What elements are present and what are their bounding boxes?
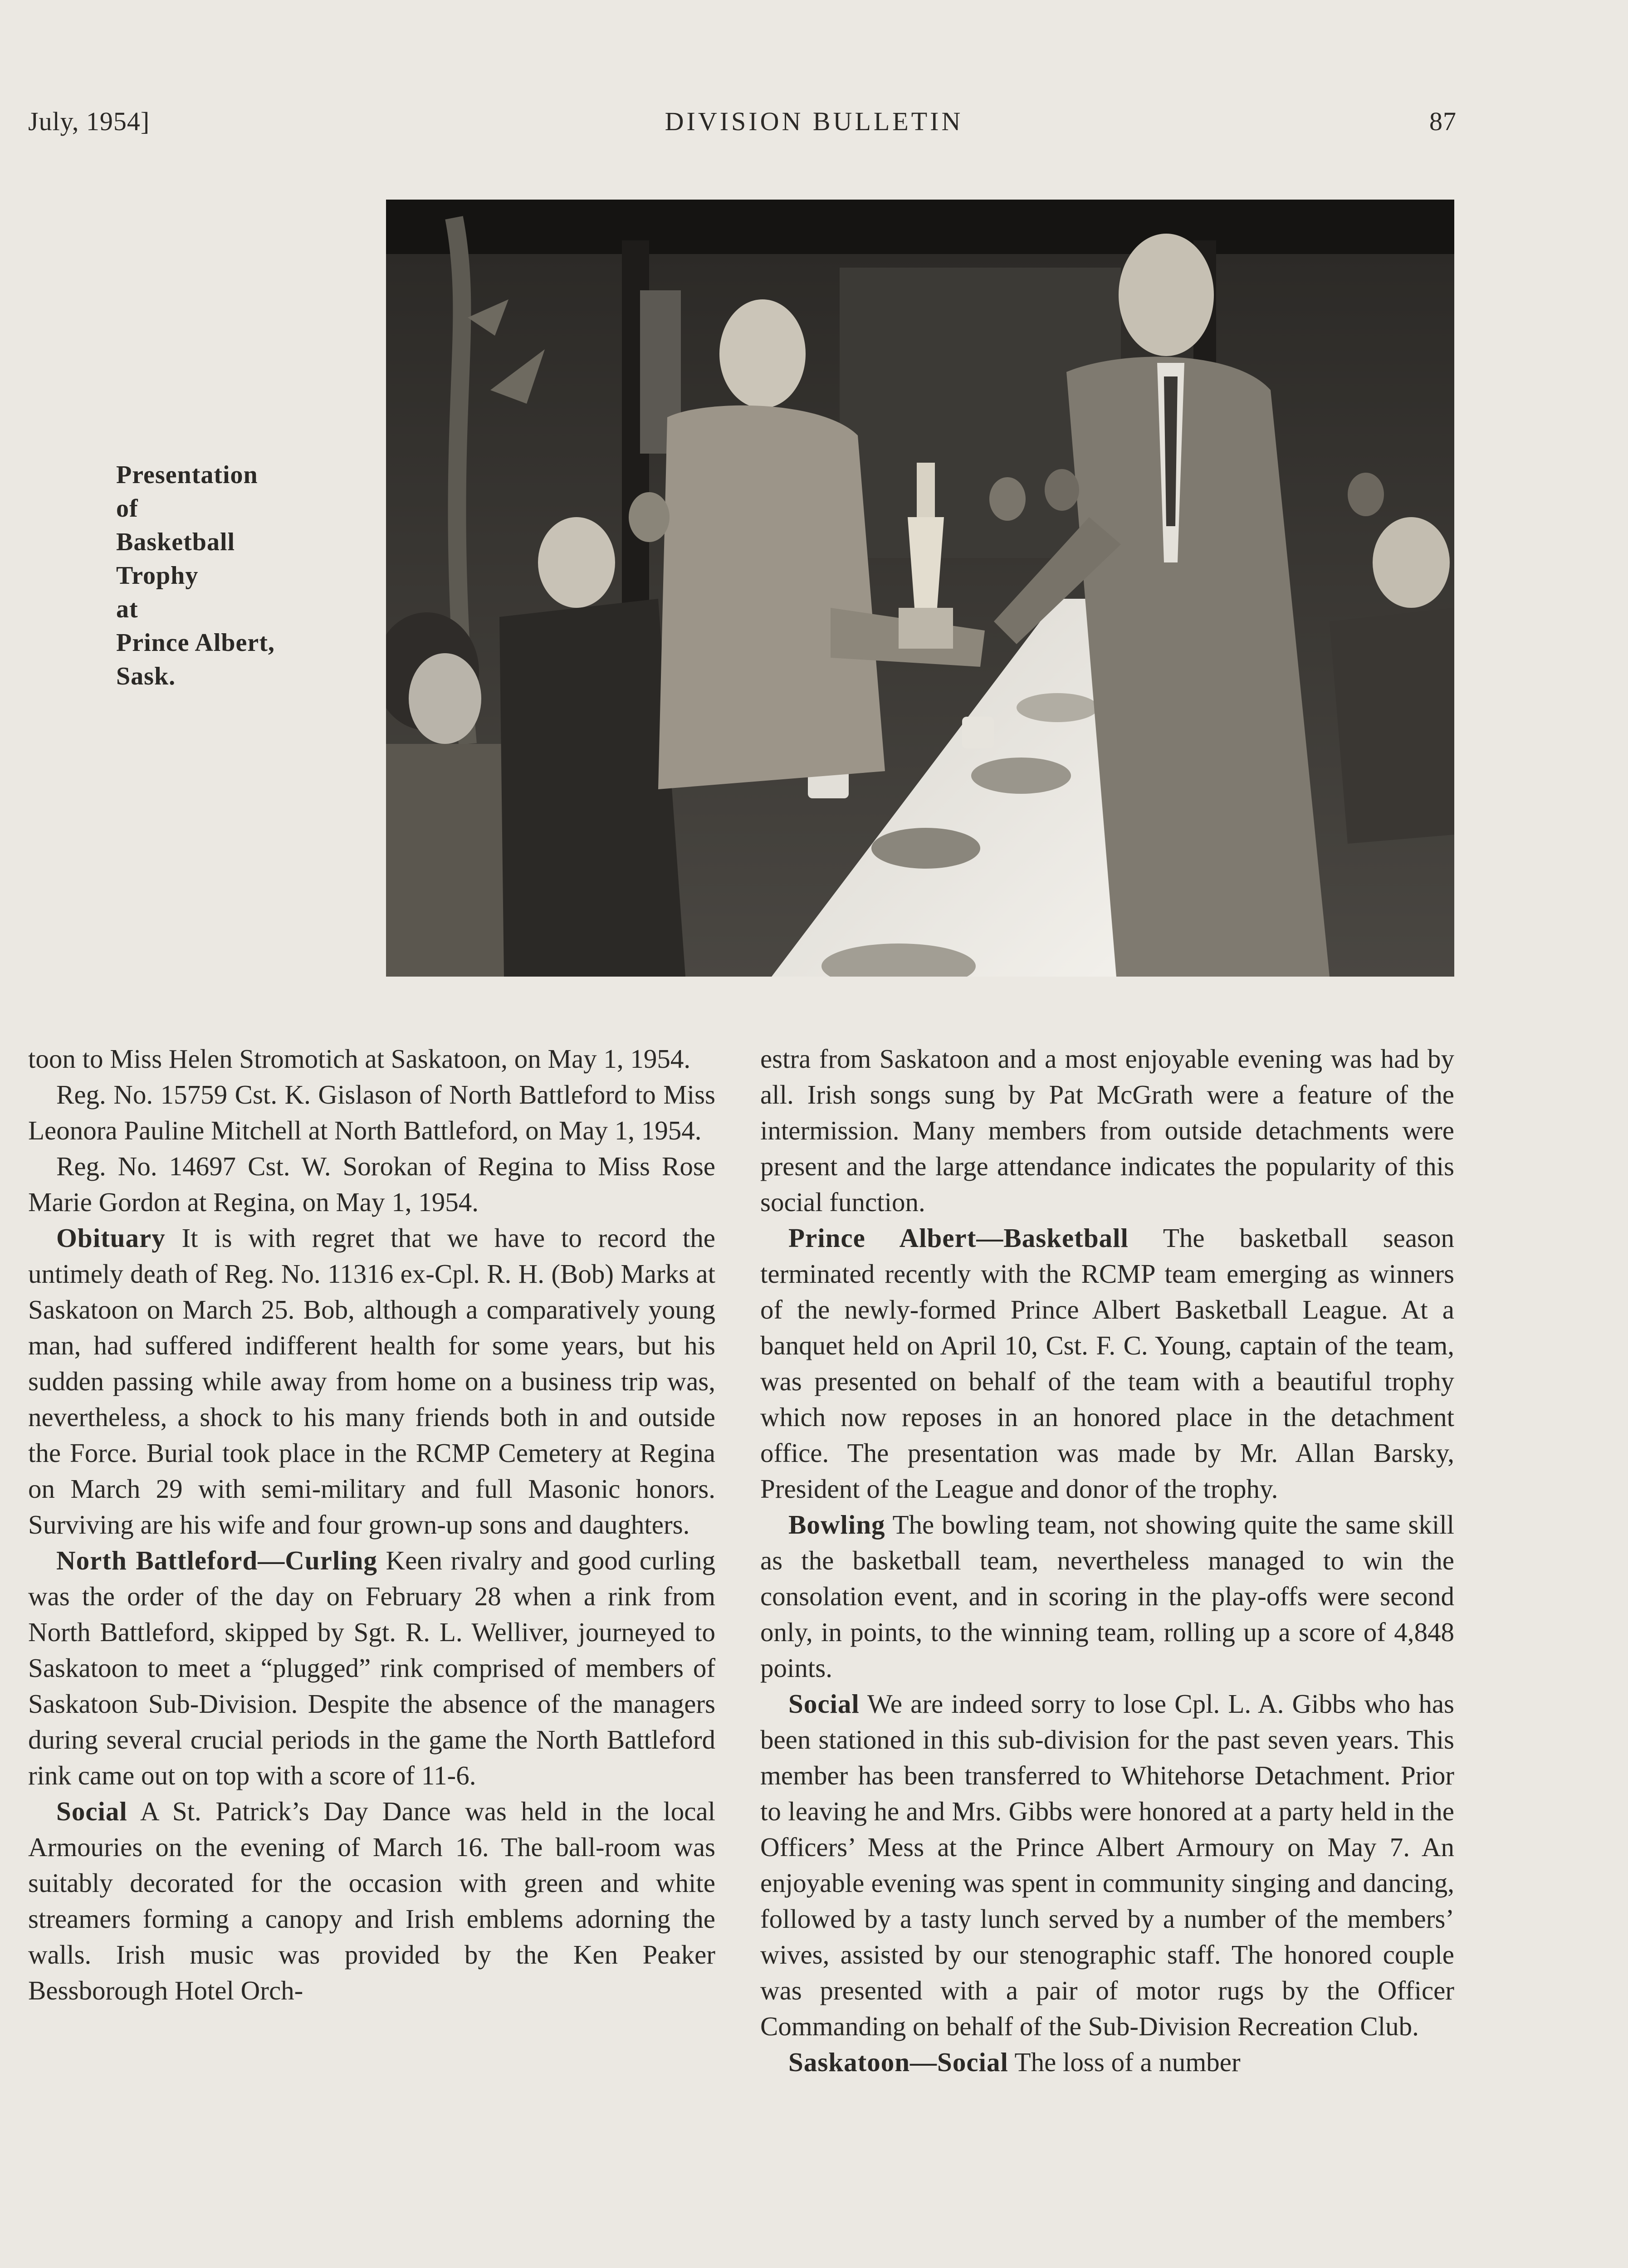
- trophy-presentation-photo: [386, 200, 1454, 977]
- paragraph-heading: Social: [56, 1796, 127, 1826]
- publication-title: DIVISION BULLETIN: [665, 107, 963, 136]
- paragraph-text: The loss of a number: [1008, 2047, 1241, 2077]
- paragraph-text: The bowling team, not showing quite the same skill as the basketball team, nevertheless managed to win the consolation event, and in scoring in the play-offs were second only, in points, to the winning team, rolling up a score of 4,848 points.: [760, 1510, 1454, 1683]
- paragraph-text: Keen rivalry and good curling was the order of the day on February 28 when a rink from North Battleford, skipped by Sgt. R. L. Welliver, journeyed to Saskatoon to meet a “plugged” rink comprised of members of Saskatoon Sub-Division. Despite the absence of the managers during several crucial periods in the game the North Battleford rink came out on top with a score of 11-6.: [28, 1545, 715, 1790]
- paragraph-heading: Prince Albert—Basketball: [788, 1223, 1129, 1253]
- issue-date: July, 1954]: [28, 107, 150, 136]
- paragraph: [28, 1220, 715, 1543]
- paragraph: [28, 1077, 715, 1149]
- paragraph: [28, 1041, 715, 1077]
- paragraph-text: estra from Saskatoon and a most enjoyable evening was had by all. Irish songs sung by Pat McGrath were a feature of the intermission. Many members from outside detachments were present and the large attendance indicates the popularity of this social function.: [760, 1044, 1454, 1217]
- page-number: 87: [1429, 107, 1457, 136]
- paragraph: [760, 1686, 1454, 2044]
- right-column: [760, 1041, 1454, 2080]
- paragraph: [28, 1149, 715, 1220]
- paragraph: [28, 1794, 715, 2009]
- paragraph-text: Reg. No. 15759 Cst. K. Gislason of North Battleford to Miss Leonora Pauline Mitchell at North Battleford, on May 1, 1954.: [28, 1080, 715, 1145]
- caption-line: Presentation: [116, 461, 258, 489]
- paragraph: [28, 1543, 715, 1794]
- paragraph-text: It is with regret that we have to record the untimely death of Reg. No. 11316 ex-Cpl. R. H. (Bob) Marks at Saskatoon on March 25. Bob, although a comparatively young man, had suffered indifferent health for some years, but his sudden passing while away from home on a business trip was, nevertheless, a shock to his many friends both in and outside the Force. Burial took place in the RCMP Cemetery at Regina on March 29 with semi-military and full Masonic honors. Surviving are his wife and four grown-up sons and daughters.: [28, 1223, 715, 1540]
- caption-line: Trophy: [116, 562, 199, 590]
- paragraph-text: The basketball season terminated recently with the RCMP team emerging as winners of the newly-formed Prince Albert Basketball League. At a banquet held on April 10, Cst. F. C. Young, captain of the team, was presented on behalf of the team with a beautiful trophy which now reposes in an honored place in the detachment office. The presentation was made by Mr. Allan Barsky, President of the League and donor of the trophy.: [760, 1223, 1454, 1504]
- paragraph-heading: North Battleford—Curling: [56, 1545, 377, 1575]
- paragraph-heading: Obituary: [56, 1223, 166, 1253]
- paragraph: [760, 1041, 1454, 1220]
- paragraph-text: toon to Miss Helen Stromotich at Saskatoon, on May 1, 1954.: [28, 1044, 691, 1074]
- caption-line: at: [116, 595, 138, 623]
- paragraph-heading: Bowling: [788, 1510, 885, 1540]
- photo-illustration: [386, 200, 1454, 977]
- caption-line: of: [116, 494, 138, 523]
- left-column: [28, 1041, 715, 2009]
- paragraph-text: A St. Patrick’s Day Dance was held in the local Armouries on the evening of March 16. The ball-room was suitably decorated for the occasion with green and white streamers forming a canopy and Irish emblems adorning the walls. Irish music was provided by the Ken Peaker Bessborough Hotel Orch-: [28, 1796, 715, 2005]
- caption-line: Prince Albert,: [116, 629, 275, 657]
- paragraph-heading: Social: [788, 1689, 860, 1719]
- paragraph-text: We are indeed sorry to lose Cpl. L. A. Gibbs who has been stationed in this sub-division for the past seven years. This member has been transferred to Whitehorse Detachment. Prior to leaving he and Mrs. Gibbs were honored at a party held in the Officers’ Mess at the Prince Albert Armoury on May 7. An enjoyable evening was spent in community singing and dancing, followed by a tasty lunch served by a number of the members’ wives, assisted by our stenographic staff. The honored couple was presented with a pair of motor rugs by the Officer Commanding on behalf of the Sub-Division Recreation Club.: [760, 1689, 1454, 2041]
- paragraph-text: Reg. No. 14697 Cst. W. Sorokan of Regina to Miss Rose Marie Gordon at Regina, on May 1, 1954.: [28, 1151, 715, 1217]
- paragraph: [760, 2044, 1454, 2080]
- photo-caption: [116, 458, 370, 693]
- caption-line: Sask.: [116, 662, 176, 690]
- paragraph-heading: Saskatoon—Social: [788, 2047, 1008, 2077]
- caption-line: Basketball: [116, 528, 235, 556]
- paragraph: [760, 1507, 1454, 1686]
- paragraph: [760, 1220, 1454, 1507]
- page-header: [0, 103, 1628, 140]
